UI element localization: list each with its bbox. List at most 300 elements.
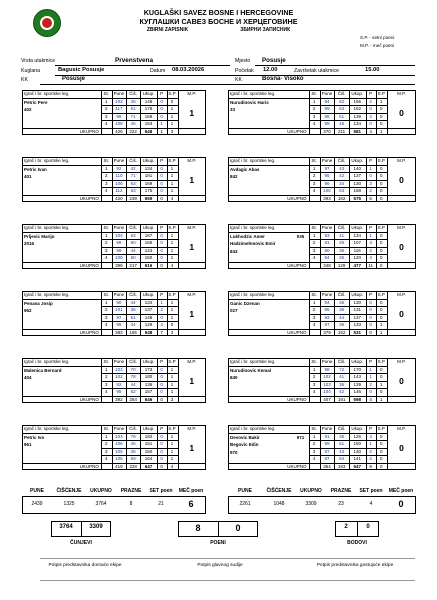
set-cell: 0: [160, 441, 163, 447]
total-cell: 254: [129, 396, 137, 402]
set-cell: 0: [380, 441, 383, 447]
set-cell: 148: [144, 98, 153, 104]
points-label: POENI: [210, 540, 226, 546]
total-cell: 152: [337, 329, 346, 335]
player-leg: 842: [230, 174, 238, 180]
home-duel-table: [22, 157, 206, 202]
set-cell: 94: [324, 299, 330, 305]
bodovi-away: 0: [366, 524, 370, 530]
totals-header: ČIŠĆENJE: [266, 488, 292, 494]
set-cell: 1: [170, 448, 174, 454]
total-cell: 419: [115, 463, 123, 469]
header-pune: Pune: [113, 158, 125, 164]
player-name: Ganic Dzenan: [230, 300, 260, 306]
away-duel-table: [228, 358, 416, 403]
set-cell: 134: [353, 121, 361, 127]
pins-label: ČUNJEVI: [70, 540, 92, 546]
set-cell: 1: [170, 232, 174, 238]
set-cell: 178: [144, 106, 153, 112]
set-cell: 133: [353, 322, 361, 328]
set-cell: 1: [170, 180, 174, 186]
set-cell: 134: [144, 299, 153, 305]
set-cell: 53: [339, 106, 345, 112]
away-kk-label: KK: [235, 77, 242, 83]
total-cell: 348: [323, 262, 331, 268]
header-sp: S.P: [377, 426, 385, 432]
set-cell: 60: [130, 240, 136, 246]
set-cell: 2: [312, 106, 316, 112]
set-cell: 4: [312, 188, 316, 194]
pocetak-value: 12.00: [263, 67, 278, 73]
set-cell: 0: [380, 173, 383, 179]
set-cell: 98: [324, 366, 330, 372]
total-label: UKUPNO: [79, 195, 99, 201]
total-cell: 364: [323, 463, 331, 469]
total-cell: 548: [144, 329, 153, 335]
set-cell: 26: [339, 255, 345, 261]
kuglana-label: Kuglana: [21, 68, 41, 74]
set-cell: 95: [324, 173, 330, 179]
set-cell: 110: [115, 173, 123, 179]
total-cell: 3: [170, 396, 174, 402]
set-cell: 137: [353, 173, 361, 179]
set-cell: 43: [339, 448, 345, 454]
set-cell: 143: [144, 247, 153, 253]
set-cell: 99: [324, 441, 330, 447]
set-cell: 1: [105, 299, 108, 305]
player-name: Nurudinovic Haris: [230, 99, 269, 105]
set-cell: 1: [312, 232, 316, 238]
mjesto-label: Mjesto: [235, 58, 251, 64]
set-cell: 0: [160, 247, 163, 253]
set-cell: 3: [312, 314, 316, 320]
home-total-value: 21: [158, 501, 164, 507]
set-cell: 1: [369, 366, 372, 372]
total-cell: 1: [160, 128, 163, 134]
header-sp: S.P: [168, 158, 176, 164]
set-cell: 0: [380, 307, 383, 313]
pins-away: 3309: [89, 524, 103, 530]
set-cell: 36: [339, 299, 345, 305]
kuglana-value: Bagusic Posusje: [58, 67, 105, 73]
set-cell: 0: [160, 389, 163, 395]
set-cell: 0: [380, 456, 383, 462]
total-cell: 228: [129, 463, 137, 469]
total-cell: 4: [170, 195, 174, 201]
total-label: UKUPNO: [287, 128, 307, 134]
header-p: P: [160, 225, 164, 231]
set-cell: 1: [170, 240, 174, 246]
set-cell: 173: [144, 366, 153, 372]
set-cell: 0: [369, 121, 372, 127]
set-cell: 90: [116, 299, 122, 305]
header-player: Igrač i br. sportske leg.: [24, 225, 70, 231]
set-cell: 89: [324, 121, 330, 127]
set-cell: 99: [116, 247, 122, 253]
total-cell: 4: [170, 262, 174, 268]
total-cell: 370: [323, 128, 331, 134]
set-cell: 2: [105, 106, 108, 112]
set-cell: 0: [160, 113, 163, 119]
match-point: 1: [189, 309, 195, 319]
header-pune: Pune: [113, 426, 125, 432]
set-cell: 1: [170, 113, 174, 119]
zavrsetak-value: 15.00: [365, 67, 380, 73]
header-ukup: Ukup.: [351, 359, 364, 365]
total-cell: 647: [144, 463, 153, 469]
set-cell: 1: [170, 299, 174, 305]
player-leg: 971: [296, 434, 305, 440]
set-cell: 143: [353, 374, 361, 380]
set-cell: 4: [105, 456, 108, 462]
header-set: St.: [103, 292, 110, 298]
total-cell: 129: [337, 262, 346, 268]
set-cell: 0: [369, 307, 372, 313]
set-cell: 181: [144, 173, 153, 179]
set-cell: 3: [105, 381, 108, 387]
bodovi-home: 2: [344, 524, 348, 530]
set-cell: 3: [105, 247, 108, 253]
total-cell: 531: [353, 329, 361, 335]
set-cell: 2: [369, 381, 372, 387]
header-sp: S.P: [377, 292, 385, 298]
header-p: P: [160, 426, 164, 432]
set-cell: 0: [369, 322, 372, 328]
set-cell: 2: [105, 374, 108, 380]
header-cis: Čiš.: [337, 359, 346, 365]
set-cell: 51: [339, 113, 345, 119]
set-cell: 3: [105, 314, 108, 320]
set-cell: 0: [160, 180, 163, 186]
set-cell: 131: [353, 307, 361, 313]
document-title: [0, 27, 437, 33]
set-cell: 35: [339, 433, 345, 439]
set-cell: 1: [312, 366, 316, 372]
header-player: Igrač i br. sportske leg.: [24, 426, 70, 432]
total-label: UKUPNO: [79, 396, 99, 402]
set-cell: 0: [380, 121, 383, 127]
player-leg: 027: [230, 308, 238, 314]
away-total-value: 2261: [239, 501, 251, 507]
set-cell: 1: [312, 165, 316, 171]
match-point: 0: [399, 376, 404, 386]
set-cell: 1: [160, 299, 163, 305]
total-cell: 1: [380, 128, 383, 134]
header-sp: S.P: [377, 359, 385, 365]
judge-signature-label: Potpis glavnog sudije: [197, 563, 243, 568]
total-cell: 383: [115, 329, 123, 335]
total-cell: 211: [337, 128, 346, 134]
set-cell: 1: [369, 232, 372, 238]
header-player: Igrač i br. sportske leg.: [230, 158, 276, 164]
set-cell: 0: [160, 165, 163, 171]
set-cell: 63: [130, 232, 136, 238]
set-cell: 44: [339, 314, 345, 320]
set-cell: 4: [312, 456, 316, 462]
set-cell: 105: [115, 448, 123, 454]
header-p: P: [369, 292, 373, 298]
total-cell: 581: [353, 128, 361, 134]
set-cell: 1: [170, 433, 174, 439]
total-cell: 0: [160, 396, 163, 402]
total-cell: 0: [380, 262, 383, 268]
total-cell: 393: [323, 195, 331, 201]
set-cell: 151: [144, 441, 153, 447]
header-mp: M.P.: [397, 91, 406, 97]
zavrsetak-label: Završetak utakmice: [294, 68, 339, 74]
set-cell: 0: [170, 322, 174, 328]
header-p: P: [369, 426, 373, 432]
set-cell: 0: [160, 173, 163, 179]
header-p: P: [160, 158, 164, 164]
set-cell: 129: [144, 322, 153, 328]
away-total-value: 3309: [305, 501, 317, 507]
set-cell: 150: [353, 441, 361, 447]
set-cell: 99: [324, 106, 330, 112]
set-cell: 120: [353, 255, 361, 261]
set-cell: 1: [105, 165, 108, 171]
set-cell: 1: [369, 165, 372, 171]
total-cell: 182: [337, 195, 346, 201]
player-name: Nurudinovic Kemal: [230, 367, 272, 373]
set-cell: 1: [170, 121, 174, 127]
set-cell: 43: [339, 165, 345, 171]
header-pune: Pune: [321, 426, 333, 432]
set-cell: 0: [380, 232, 383, 238]
header-player: Igrač i br. sportske leg.: [230, 426, 276, 432]
header-pune: Pune: [113, 225, 125, 231]
header-ukup: Ukup.: [142, 426, 155, 432]
set-cell: 1: [170, 255, 174, 261]
set-cell: 2: [312, 173, 316, 179]
player-name: Malenica Bernard: [24, 367, 62, 373]
set-cell: 140: [353, 165, 361, 171]
away-total-value: 0: [398, 499, 404, 509]
set-cell: 36: [339, 247, 345, 253]
set-cell: 107: [353, 240, 361, 246]
set-cell: 0: [380, 366, 383, 372]
header-p: P: [369, 158, 373, 164]
set-cell: 130: [353, 448, 361, 454]
header-player: Igrač i br. sportske leg.: [230, 292, 276, 298]
header-mp: M.P.: [187, 91, 197, 97]
header-cis: Čiš.: [337, 91, 346, 97]
set-cell: 63: [130, 180, 136, 186]
set-cell: 81: [324, 240, 330, 246]
set-cell: 0: [380, 389, 383, 395]
set-cell: 2: [105, 173, 108, 179]
home-duel-table: [22, 425, 206, 470]
player-name: Petric Pere: [24, 99, 48, 105]
set-cell: 153: [144, 121, 153, 127]
set-cell: 0: [160, 188, 163, 194]
set-cell: 139: [353, 113, 361, 119]
set-cell: 103: [115, 433, 123, 439]
set-cell: 100: [115, 255, 123, 261]
set-cell: 175: [144, 188, 153, 194]
substitute-leg: 843: [230, 248, 238, 254]
total-cell: 659: [144, 195, 153, 201]
set-cell: 50: [130, 255, 136, 261]
total-cell: 217: [129, 262, 137, 268]
set-cell: 0: [160, 374, 163, 380]
set-cell: 1: [170, 173, 174, 179]
set-cell: 2: [312, 307, 316, 313]
header-mp: M.P.: [397, 426, 406, 432]
set-cell: 4: [105, 389, 108, 395]
set-cell: 3: [105, 448, 108, 454]
header-p: P: [160, 292, 164, 298]
set-cell: 4: [160, 322, 163, 328]
set-cell: 139: [353, 381, 361, 387]
set-cell: 97: [116, 314, 122, 320]
total-cell: 648: [144, 128, 153, 134]
set-cell: 126: [353, 433, 361, 439]
header-sp: S.P: [168, 359, 176, 365]
away-duel-table: [228, 157, 416, 202]
set-cell: 180: [144, 374, 153, 380]
set-cell: 0: [369, 173, 372, 179]
match-point: 0: [399, 443, 404, 453]
set-cell: 1: [312, 299, 316, 305]
header-set: St.: [103, 359, 110, 365]
total-label: UKUPNO: [287, 396, 307, 402]
set-cell: 1: [105, 433, 108, 439]
header-sp: S.P: [377, 225, 385, 231]
away-club-name: Bosna- Visoko: [262, 76, 304, 82]
totals-header: SET poen: [359, 488, 383, 494]
set-cell: 80: [324, 247, 330, 253]
set-cell: 2: [105, 307, 108, 313]
set-cell: 0: [160, 106, 163, 112]
player-leg: 2016: [24, 241, 35, 247]
set-cell: 0: [369, 314, 372, 320]
set-cell: 71: [130, 113, 136, 119]
total-label: UKUPNO: [79, 128, 99, 134]
totals-header: MEČ poen: [388, 488, 414, 494]
home-total-value: 1325: [63, 501, 75, 507]
set-cell: 87: [324, 448, 330, 454]
set-cell: 130: [353, 180, 361, 186]
set-cell: 71: [130, 173, 136, 179]
header-pune: Pune: [321, 292, 333, 298]
header-sp: S.P: [168, 292, 176, 298]
set-cell: 2: [369, 98, 372, 104]
header-set: St.: [103, 225, 110, 231]
player-name: Lukhodzic Amer: [230, 233, 265, 239]
match-point: 0: [399, 242, 404, 252]
points-away: 0: [235, 523, 241, 533]
set-cell: 103: [115, 366, 123, 372]
title-cyrillic: ЗБИРНИ ЗАПИСНИК: [240, 27, 291, 33]
header-p: P: [369, 225, 373, 231]
total-cell: 3: [170, 128, 174, 134]
pocetak-label: Početak: [235, 68, 254, 74]
set-cell: 1: [105, 366, 108, 372]
header-cis: Čiš.: [337, 292, 346, 298]
set-cell: 3: [312, 448, 316, 454]
set-cell: 106: [115, 441, 123, 447]
match-point: 1: [189, 376, 195, 386]
set-cell: 95: [324, 307, 330, 313]
header-cis: Čiš.: [129, 426, 138, 432]
set-cell: 117: [115, 106, 123, 112]
datum-label: Datum: [150, 68, 166, 74]
header-ukup: Ukup.: [351, 225, 364, 231]
header-set: St.: [311, 359, 317, 365]
header-ukup: Ukup.: [142, 359, 155, 365]
total-cell: 420: [115, 195, 123, 201]
total-cell: 11: [368, 262, 373, 268]
header-ukup: Ukup.: [351, 158, 364, 164]
set-cell: 0: [380, 180, 383, 186]
set-cell: 97: [324, 165, 330, 171]
set-cell: 4: [312, 322, 316, 328]
set-cell: 0: [160, 381, 163, 387]
set-cell: 0: [160, 433, 163, 439]
set-cell: 0: [380, 113, 383, 119]
total-label: UKUPNO: [287, 195, 307, 201]
set-cell: 156: [353, 98, 361, 104]
set-cell: 105: [323, 188, 331, 194]
total-cell: 399: [115, 262, 123, 268]
header-set: St.: [103, 91, 110, 97]
set-cell: 2: [105, 240, 108, 246]
set-cell: 51: [339, 441, 345, 447]
total-cell: 4: [369, 128, 372, 134]
set-cell: 1: [369, 374, 372, 380]
totals-header: PUNE: [238, 488, 252, 494]
total-cell: 392: [115, 396, 123, 402]
set-cell: 104: [115, 232, 123, 238]
set-cell: 1: [105, 232, 108, 238]
player-leg: 035: [296, 233, 305, 239]
set-cell: 1: [105, 98, 108, 104]
set-cell: 106: [115, 180, 123, 186]
total-label: UKUPNO: [287, 329, 307, 335]
set-cell: 134: [144, 165, 153, 171]
header-player: Igrač i br. sportske leg.: [230, 225, 276, 231]
set-cell: 0: [380, 240, 383, 246]
set-cell: 1: [170, 106, 174, 112]
set-cell: 0: [380, 374, 383, 380]
set-cell: 2: [312, 240, 316, 246]
set-cell: 152: [353, 106, 361, 112]
set-cell: 146: [353, 389, 361, 395]
header-set: St.: [311, 292, 317, 298]
set-cell: 0: [380, 188, 383, 194]
total-cell: 0: [380, 195, 383, 201]
total-cell: 0: [380, 463, 383, 469]
total-cell: 1: [380, 329, 383, 335]
match-point: 1: [189, 242, 195, 252]
set-cell: 3: [105, 113, 108, 119]
set-cell: 134: [353, 232, 361, 238]
set-cell: 0: [380, 247, 383, 253]
totals-header: ČIŠĆENJE: [56, 488, 82, 494]
set-cell: 4: [369, 433, 372, 439]
set-cell: 45: [130, 98, 136, 104]
header-p: P: [160, 359, 164, 365]
set-cell: 1: [170, 247, 174, 253]
player-leg: 402: [24, 107, 32, 113]
set-cell: 1: [170, 314, 174, 320]
set-cell: 4: [312, 389, 316, 395]
set-cell: 0: [380, 314, 383, 320]
header-sp: S.P: [168, 91, 176, 97]
total-label: UKUPNO: [79, 463, 99, 469]
set-cell: 0: [160, 232, 163, 238]
